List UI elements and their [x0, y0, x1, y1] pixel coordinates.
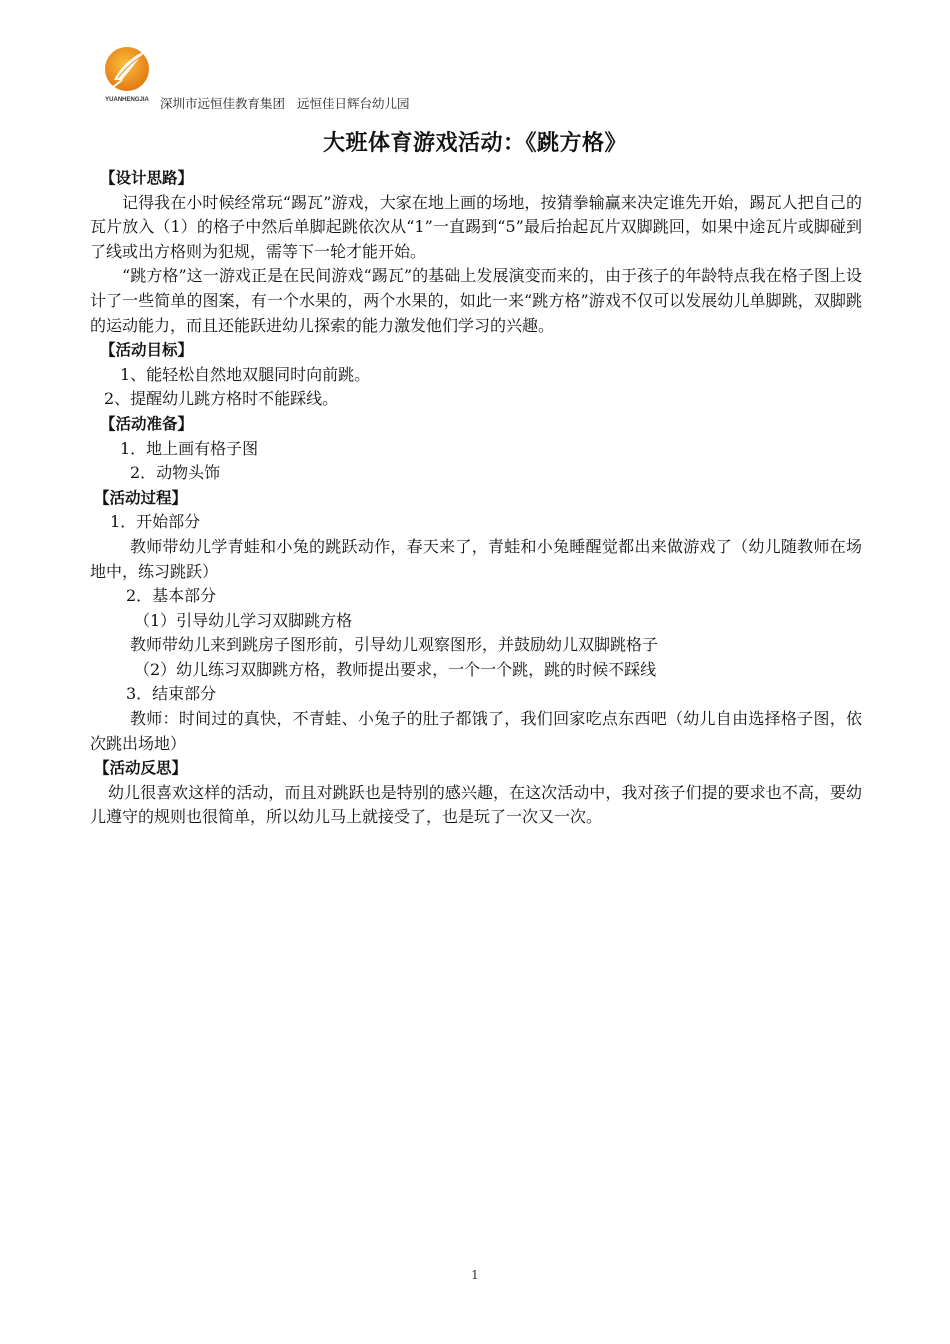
goals-heading: 【活动目标】	[100, 341, 194, 360]
page-header	[100, 44, 600, 114]
svg-text:YUANHENGJIA: YUANHENGJIA	[105, 97, 149, 103]
reflection-heading: 【活动反思】	[94, 759, 188, 778]
process-end-text: 教师：时间过的真快，不青蛙、小兔子的肚子都饿了，我们回家吃点东西吧（幼儿自由选择格子图，依次跳出场地）	[90, 709, 862, 753]
organization-name: 深圳市远恒佳教育集团	[160, 96, 286, 111]
process-basic-step-1: （1）引导幼儿学习双脚跳方格	[134, 610, 353, 630]
goal-item-2: 2、提醒幼儿跳方格时不能踩线。	[104, 389, 339, 409]
process-heading: 【活动过程】	[94, 488, 188, 507]
prep-item-1: 1．地上画有格子图	[120, 438, 259, 458]
process-end-title: 3．结束部分	[126, 684, 217, 704]
design-paragraph-2: “跳方格”这一游戏正是在民间游戏“踢瓦”的基础上发展演变而来的，由于孩子的年龄特点我在格子图上设计了一些简单的图案，有一个水果的，两个水果的，如此一来“跳方格”游戏不仅可以发展幼儿单脚跳，双脚跳的运动能力，而且还能跃进幼儿探索的能力激发他们学习的兴趣。	[90, 266, 862, 335]
prep-heading: 【活动准备】	[100, 414, 194, 433]
reflection-text: 幼儿很喜欢这样的活动，而且对跳跃也是特别的感兴趣，在这次活动中，我对孩子们提的要求也不高，要幼儿遵守的规则也很简单，所以幼儿马上就接受了，也是玩了一次又一次。	[90, 782, 862, 827]
process-basic-title: 2．基本部分	[126, 586, 217, 606]
process-basic-step-1-text: 教师带幼儿来到跳房子图形前，引导幼儿观察图形，并鼓励幼儿双脚跳格子	[130, 635, 659, 655]
page-number: 1	[471, 1268, 479, 1282]
process-start-title: 1．开始部分	[110, 512, 201, 532]
header-organization	[160, 94, 410, 112]
goal-item-1: 1、能轻松自然地双腿同时向前跳。	[120, 364, 371, 384]
document-body	[90, 166, 862, 830]
prep-item-2: 2．动物头饰	[130, 463, 221, 483]
design-paragraph-1: 记得我在小时候经常玩“踢瓦”游戏，大家在地上画的场地，按猜拳输赢来决定谁先开始，踢瓦人把自己的瓦片放入（1）的格子中然后单脚起跳依次从“1”一直踢到“5”最后抬起瓦片双脚跳回，如果中途瓦片或脚碰到了线或出方格则为犯规，需等下一轮才能开始。	[90, 192, 862, 261]
school-name: 远恒佳日辉台幼儿园	[297, 96, 410, 111]
school-logo	[100, 44, 156, 104]
process-start-text: 教师带幼儿学青蛙和小兔的跳跃动作，春天来了，青蛙和小兔睡醒觉都出来做游戏了（幼儿随教师在场地中，练习跳跃）	[90, 536, 862, 581]
document-title: 大班体育游戏活动：《跳方格》	[322, 131, 627, 156]
process-basic-step-2: （2）幼儿练习双脚跳方格，教师提出要求，一个一个跳，跳的时候不踩线	[134, 659, 657, 679]
design-heading: 【设计思路】	[100, 169, 194, 187]
